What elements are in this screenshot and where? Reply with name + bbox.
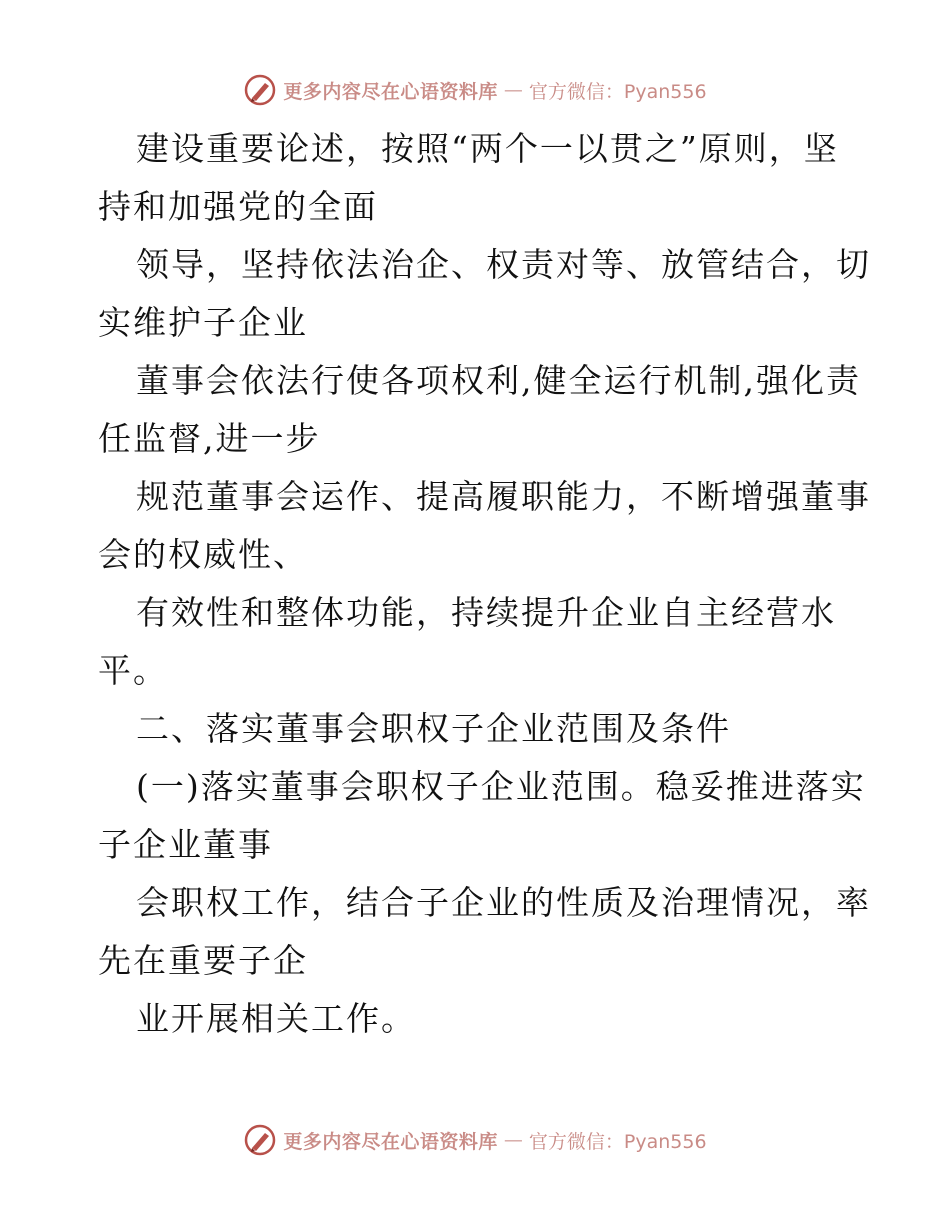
body-line: 子企业董事: [98, 825, 273, 864]
watermark-contact: 官方微信：Pyan556: [528, 1130, 707, 1153]
body-line: 平。: [98, 651, 168, 690]
watermark-text: 更多内容尽在心语资料库: [283, 80, 498, 103]
watermark-header: [0, 70, 950, 110]
body-line: 领导，坚持依法治企、权责对等、放管结合，切: [136, 245, 871, 284]
watermark-separator: —: [503, 1129, 523, 1151]
watermark-separator: —: [503, 79, 523, 101]
pen-logo-icon: [243, 73, 277, 107]
watermark-footer: [0, 1120, 950, 1160]
body-line: 业开展相关工作。: [136, 999, 416, 1038]
watermark-contact: 官方微信：Pyan556: [528, 80, 707, 103]
body-line: 会职权工作，结合子企业的性质及治理情况，率: [136, 883, 871, 922]
body-line: (一)落实董事会职权子企业范围。稳妥推进落实: [136, 767, 866, 806]
body-line: 规范董事会运作、提高履职能力，不断增强董事: [136, 477, 871, 516]
watermark-text: 更多内容尽在心语资料库: [283, 1130, 498, 1153]
body-line: 有效性和整体功能，持续提升企业自主经营水: [136, 593, 836, 632]
body-line: 董事会依法行使各项权利,健全运行机制,强化责: [136, 361, 861, 400]
body-line: 会的权威性、: [98, 535, 308, 574]
section-heading: 二、落实董事会职权子企业范围及条件: [136, 709, 731, 748]
body-line: 任监督,进一步: [98, 419, 321, 458]
body-line: 先在重要子企: [98, 941, 308, 980]
body-line: 建设重要论述，按照“两个一以贯之”原则，坚: [136, 129, 839, 168]
body-line: 持和加强党的全面: [98, 187, 378, 226]
pen-logo-icon: [243, 1123, 277, 1157]
body-line: 实维护子企业: [98, 303, 308, 342]
